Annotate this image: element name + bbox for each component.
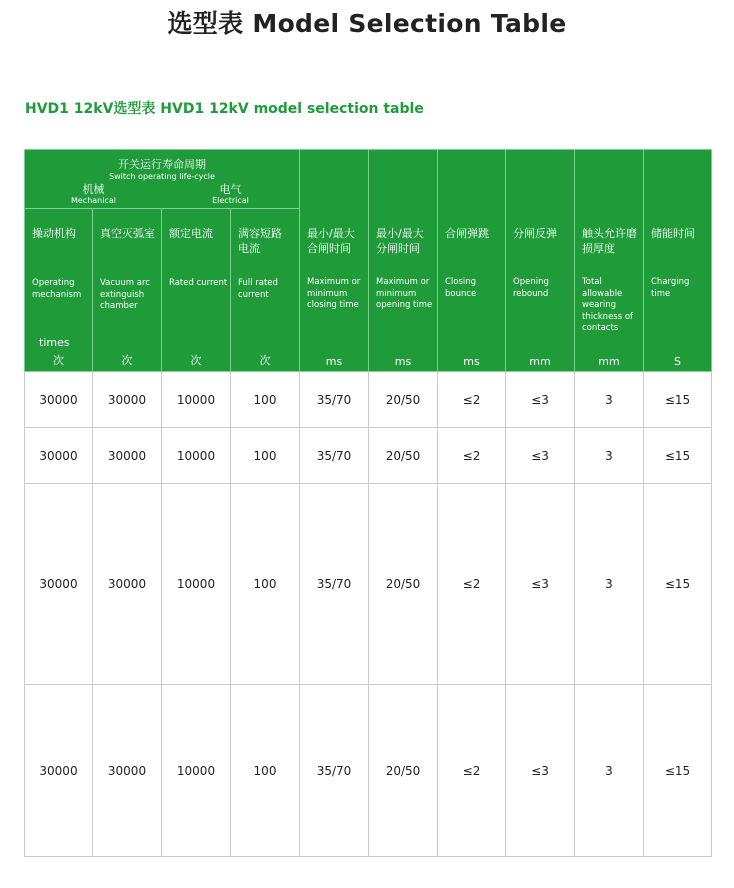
- mechanical-label-en: Mechanical: [70, 196, 116, 205]
- col-unit: ms: [394, 355, 412, 368]
- col-header-full-short-circuit: [231, 209, 300, 372]
- page-title: 选型表 Model Selection Table: [167, 9, 567, 38]
- section-title: HVD1 12kV选型表 HVD1 12kV model selection table: [25, 101, 424, 117]
- col-label-en: Total allowable wearing thickness of contacts: [582, 277, 634, 333]
- table-cell: ≤15: [644, 372, 712, 428]
- col-header-closing-bounce: [438, 150, 506, 372]
- electrical-label-en: Electrical: [212, 196, 249, 205]
- table-cell: ≤3: [506, 372, 575, 428]
- mechanical-subgroup: [25, 183, 162, 206]
- col-label-cn: 真空灭弧室: [100, 227, 155, 240]
- col-unit: S: [674, 355, 681, 368]
- col-label-cn: 分闸反弹: [513, 227, 557, 240]
- table-cell: ≤15: [644, 685, 712, 857]
- col-header-opening-time: [369, 150, 438, 372]
- table-row: [25, 685, 712, 857]
- table-row: [25, 484, 712, 685]
- table-cell: 10000: [162, 685, 231, 857]
- col-header-operating-mechanism: [25, 209, 93, 372]
- col-label-en: Opening rebound: [513, 277, 549, 299]
- col-label-cn: 额定电流: [169, 227, 213, 240]
- group-title-cn: 开关运行寿命周期: [118, 158, 206, 171]
- group-title-en: Switch operating life-cycle: [109, 172, 215, 181]
- col-label-cn: 储能时间: [651, 227, 695, 240]
- col-header-charging-time: [644, 150, 712, 372]
- col-label-en: Vacuum arc extinguish chamber: [100, 278, 150, 311]
- table-cell: 30000: [93, 372, 162, 428]
- table-body: [25, 372, 712, 857]
- table-header: [25, 150, 712, 372]
- table-cell: ≤3: [506, 428, 575, 484]
- electrical-subgroup: [162, 183, 299, 206]
- table-cell: ≤3: [506, 484, 575, 685]
- col-label-cn: 最小/最大分闸时间: [376, 227, 424, 255]
- table-cell: 35/70: [300, 484, 369, 685]
- table-cell: 20/50: [369, 428, 438, 484]
- table-cell: 10000: [162, 428, 231, 484]
- col-unit: mm: [598, 355, 620, 368]
- table-cell: 3: [575, 685, 644, 857]
- table-cell: 10000: [162, 372, 231, 428]
- col-unit: 次: [259, 354, 271, 367]
- table-cell: ≤2: [438, 428, 506, 484]
- col-label-en: Closing bounce: [445, 277, 477, 299]
- table-cell: 35/70: [300, 428, 369, 484]
- col-label-cn: 满容短路电流: [238, 227, 282, 255]
- table-cell: ≤2: [438, 685, 506, 857]
- col-label-en: Maximum or minimum opening time: [376, 277, 433, 310]
- col-header-opening-rebound: [506, 150, 575, 372]
- table-cell: ≤15: [644, 428, 712, 484]
- times-label: times: [39, 336, 70, 349]
- table-cell: 3: [575, 372, 644, 428]
- col-unit: ms: [463, 355, 480, 368]
- col-unit: ms: [325, 355, 343, 368]
- electrical-label-cn: 电气: [219, 183, 242, 196]
- col-header-vacuum-chamber: [93, 209, 162, 372]
- col-label-en: Operating mechanism: [32, 278, 82, 300]
- table-cell: ≤3: [506, 685, 575, 857]
- col-label-cn: 合闸弹跳: [445, 227, 489, 240]
- table-cell: 20/50: [369, 685, 438, 857]
- col-unit: 次: [190, 354, 202, 367]
- col-label-cn: 最小/最大合闸时间: [307, 227, 355, 255]
- table-row: [25, 428, 712, 484]
- col-header-closing-time: [300, 150, 369, 372]
- table-cell: 30000: [93, 428, 162, 484]
- table-cell: 100: [231, 372, 300, 428]
- col-unit: 次: [53, 354, 64, 367]
- table-cell: ≤2: [438, 372, 506, 428]
- col-label-cn: 操动机构: [32, 227, 76, 240]
- table-cell: ≤2: [438, 484, 506, 685]
- table-cell: 20/50: [369, 372, 438, 428]
- table-cell: 20/50: [369, 484, 438, 685]
- col-label-cn: 触头允许磨损厚度: [582, 227, 637, 255]
- table-cell: 35/70: [300, 685, 369, 857]
- col-label-en: Charging time: [651, 277, 690, 299]
- table-cell: 35/70: [300, 372, 369, 428]
- table-cell: 30000: [93, 685, 162, 857]
- table-cell: ≤15: [644, 484, 712, 685]
- table-cell: 30000: [25, 428, 93, 484]
- col-label-en: Full rated current: [238, 278, 278, 300]
- col-label-en: Rated current: [169, 278, 228, 288]
- table-cell: 100: [231, 428, 300, 484]
- table-cell: 100: [231, 484, 300, 685]
- col-header-rated-current: [162, 209, 231, 372]
- table-cell: 100: [231, 685, 300, 857]
- table-cell: 3: [575, 428, 644, 484]
- table-cell: 30000: [25, 685, 93, 857]
- life-cycle-group-header: [25, 150, 300, 209]
- model-selection-table: [24, 149, 712, 857]
- table-cell: 30000: [93, 484, 162, 685]
- table-cell: 3: [575, 484, 644, 685]
- table-cell: 30000: [25, 372, 93, 428]
- table-row: [25, 372, 712, 428]
- table-cell: 30000: [25, 484, 93, 685]
- col-unit: mm: [529, 355, 551, 368]
- table-cell: 10000: [162, 484, 231, 685]
- col-header-contact-wear: [575, 150, 644, 372]
- mechanical-label-cn: 机械: [82, 183, 105, 196]
- col-unit: 次: [121, 354, 133, 367]
- col-label-en: Maximum or minimum closing time: [307, 277, 361, 310]
